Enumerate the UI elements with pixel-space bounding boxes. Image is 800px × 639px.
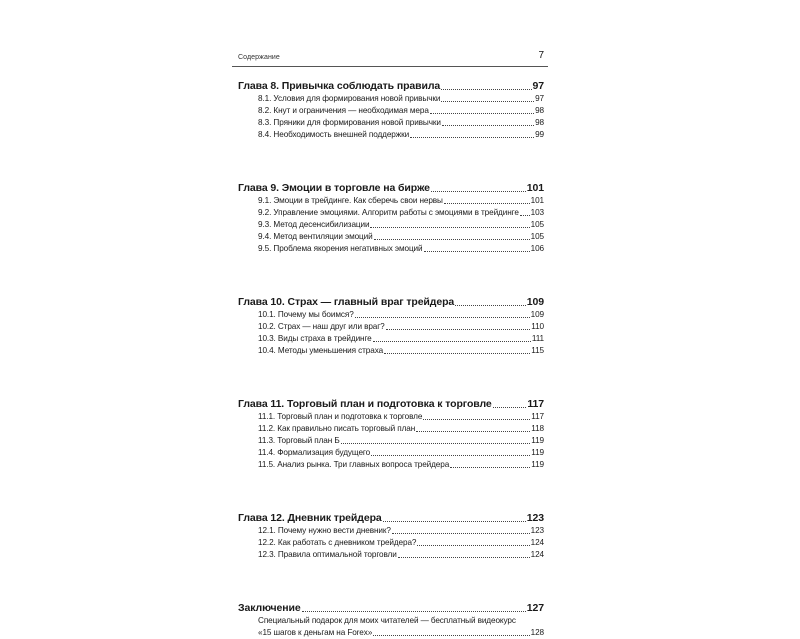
gift-title: «15 шагов к деньгам на Forex» [258, 628, 373, 637]
dot-leader [383, 520, 526, 522]
toc-section-entry[interactable] [238, 219, 544, 231]
section-title: 9.2. Управление эмоциями. Алгоритм работы с эмоциями в трейдинге [258, 208, 519, 217]
toc-section-entry[interactable] [238, 321, 544, 333]
section-title: 9.4. Метод вентиляции эмоций [258, 232, 373, 241]
toc-section-entry[interactable] [238, 411, 544, 423]
section-title: 10.3. Виды страха в трейдинге [258, 334, 372, 343]
section-page: 106 [530, 244, 544, 253]
dot-leader [493, 406, 527, 408]
dot-leader [371, 454, 530, 456]
toc-section-entry[interactable] [238, 423, 544, 435]
toc-chapter-12 [238, 511, 544, 561]
section-page: 98 [535, 106, 544, 115]
section-page: 119 [531, 436, 544, 445]
running-title: Содержание [238, 54, 280, 61]
section-title: 8.2. Кнут и ограничения — необходимая мера [258, 106, 429, 115]
section-page: 103 [530, 208, 544, 217]
gift-line: Специальный подарок для моих читателей — бесплатный видеокурс [258, 616, 516, 625]
toc-section-entry[interactable] [238, 195, 544, 207]
dot-leader [520, 214, 530, 216]
toc-section-entry[interactable] [238, 105, 544, 117]
toc-chapter-entry[interactable] [238, 181, 544, 195]
toc-section-entry[interactable] [238, 447, 544, 459]
section-page: 97 [535, 94, 544, 103]
section-page: 123 [530, 526, 544, 535]
section-page: 117 [531, 412, 544, 421]
chapter-title: Глава 10. Страх — главный враг трейдера [238, 296, 455, 308]
section-title: 12.2. Как работать с дневником трейдера? [258, 538, 417, 547]
dot-leader [441, 88, 531, 90]
dot-leader [384, 352, 530, 354]
chapter-title: Глава 8. Привычка соблюдать правила [238, 80, 441, 92]
toc-section-entry[interactable] [238, 243, 544, 255]
dot-leader [424, 250, 530, 252]
section-title: 10.1. Почему мы боимся? [258, 310, 354, 319]
header-divider [232, 66, 548, 67]
toc-section-entry[interactable] [238, 207, 544, 219]
chapter-title: Глава 9. Эмоции в торговле на бирже [238, 182, 430, 194]
section-page: 99 [535, 130, 544, 139]
toc-chapter-entry[interactable] [238, 397, 544, 411]
toc-section-entry[interactable] [238, 345, 544, 357]
toc-chapter-entry[interactable] [238, 511, 544, 525]
toc-section-entry[interactable] [238, 549, 544, 561]
section-title: 8.3. Пряники для формирования новой привычки [258, 118, 441, 127]
chapter-title: Глава 11. Торговый план и подготовка к торговле [238, 398, 492, 410]
toc-conclusion [238, 601, 544, 639]
section-page: 124 [530, 538, 544, 547]
toc-section-entry[interactable] [238, 93, 544, 105]
dot-leader [410, 136, 534, 138]
chapter-page: 117 [527, 398, 544, 410]
section-page: 118 [531, 424, 544, 433]
dot-leader [444, 202, 530, 204]
dot-leader [341, 442, 531, 444]
chapter-page: 109 [526, 296, 544, 308]
section-title: 8.4. Необходимость внешней поддержки [258, 130, 410, 139]
section-page: 98 [535, 118, 544, 127]
dot-leader [302, 610, 526, 612]
section-title: 11.4. Формализация будущего [258, 448, 371, 457]
dot-leader [455, 304, 526, 306]
chapter-page: 123 [526, 512, 544, 524]
dot-leader [431, 190, 526, 192]
section-title: 11.2. Как правильно писать торговый план [258, 424, 416, 433]
section-title: 10.2. Страх — наш друг или враг? [258, 322, 385, 331]
toc-chapter-8 [238, 79, 544, 141]
chapter-page: 101 [526, 182, 544, 194]
toc-section-entry[interactable] [238, 537, 544, 549]
dot-leader [417, 544, 529, 546]
dot-leader [430, 112, 534, 114]
toc-section-entry[interactable] [238, 459, 544, 471]
dot-leader [392, 532, 530, 534]
section-page: 119 [531, 460, 544, 469]
toc-section-entry[interactable] [238, 627, 544, 639]
toc-section-entry[interactable] [238, 117, 544, 129]
toc-section-entry[interactable] [238, 231, 544, 243]
dot-leader [441, 100, 534, 102]
section-page: 124 [530, 550, 544, 559]
section-title: 9.3. Метод десенсибилизации [258, 220, 370, 229]
toc-section-entry[interactable] [238, 525, 544, 537]
gift-page: 128 [530, 628, 544, 637]
section-page: 111 [531, 334, 544, 343]
section-title: 9.1. Эмоции в трейдинге. Как сберечь свои нервы [258, 196, 443, 205]
section-page: 115 [531, 346, 544, 355]
section-title: 11.3. Торговый план Б [258, 436, 340, 445]
toc-chapter-entry[interactable] [238, 79, 544, 93]
section-page: 105 [530, 232, 544, 241]
running-header [238, 49, 544, 61]
dot-leader [370, 226, 529, 228]
section-title: 11.1. Торговый план и подготовка к торговле [258, 412, 423, 421]
section-page: 109 [530, 310, 544, 319]
section-title: 12.3. Правила оптимальной торговли [258, 550, 397, 559]
dot-leader [442, 124, 534, 126]
dot-leader [423, 418, 530, 420]
section-title: 11.5. Анализ рынка. Три главных вопроса трейдера [258, 460, 450, 469]
toc-chapter-11 [238, 397, 544, 471]
dot-leader [373, 340, 531, 342]
dot-leader [398, 556, 530, 558]
section-title: 12.1. Почему нужно вести дневник? [258, 526, 391, 535]
table-of-contents [238, 79, 544, 639]
section-page: 105 [530, 220, 544, 229]
toc-chapter-entry[interactable] [238, 295, 544, 309]
dot-leader [373, 634, 529, 636]
page-number: 7 [538, 50, 544, 61]
toc-chapter-entry[interactable] [238, 601, 544, 615]
dot-leader [374, 238, 530, 240]
section-page: 119 [531, 448, 544, 457]
section-page: 101 [530, 196, 544, 205]
section-title: 8.1. Условия для формирования новой привычки [258, 94, 441, 103]
section-title: 9.5. Проблема якорения негативных эмоций [258, 244, 423, 253]
toc-section-entry[interactable] [238, 309, 544, 321]
chapter-page: 97 [532, 80, 544, 92]
dot-leader [450, 466, 530, 468]
conclusion-page: 127 [526, 602, 544, 614]
toc-section-entry[interactable] [238, 435, 544, 447]
section-page: 110 [531, 322, 544, 331]
toc-chapter-9 [238, 181, 544, 255]
dot-leader [355, 316, 530, 318]
toc-chapter-10 [238, 295, 544, 357]
dot-leader [386, 328, 531, 330]
dot-leader [416, 430, 530, 432]
section-title: 10.4. Методы уменьшения страха [258, 346, 384, 355]
toc-section-entry[interactable] [238, 129, 544, 141]
chapter-title: Глава 12. Дневник трейдера [238, 512, 382, 524]
toc-section-entry[interactable] [238, 333, 544, 345]
conclusion-title: Заключение [238, 602, 301, 614]
